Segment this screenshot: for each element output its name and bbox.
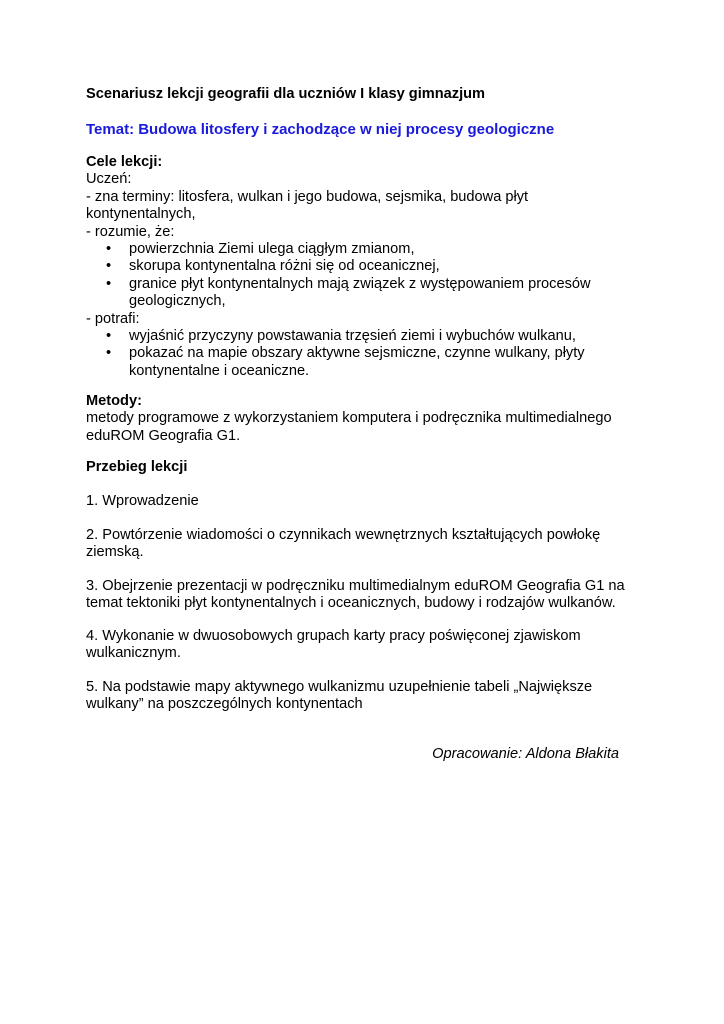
lesson-topic: Temat: Budowa litosfery i zachodzące w niej procesy geologiczne <box>86 121 555 138</box>
list-item: • wyjaśnić przyczyny powstawania trzęsień ziemi i wybuchów wulkanu, <box>86 328 646 345</box>
document-title: Scenariusz lekcji geografii dla uczniów I klasy gimnazjum <box>86 86 486 102</box>
course-step-3: 3. Obejrzenie prezentacji w podręczniku multimedialnym eduROM Geografia G1 na temat tektoniki płyt kontynentalnych i oceanicznych, budowy i rodzajów wulkanów. <box>86 578 625 612</box>
methods-text: metody programowe z wykorzystaniem komputera i podręcznika multimedialnego eduROM Geografia G1. <box>86 410 612 444</box>
list-item: • granice płyt kontynentalnych mają związek z występowaniem procesów geologicznych, <box>86 276 599 311</box>
course-step-2: 2. Powtórzenie wiadomości o czynnikach wewnętrznych kształtujących powłokę ziemską. <box>86 527 601 561</box>
course-step-5: 5. Na podstawie mapy aktywnego wulkanizmu uzupełnienie tabeli „Największe wulkany” na poszczególnych kontynentach <box>86 679 593 713</box>
goals-heading: Cele lekcji: <box>86 154 163 170</box>
understands-list <box>86 241 646 311</box>
methods-heading: Metody: <box>86 393 142 409</box>
list-item: • skorupa kontynentalna różni się od oceanicznej, <box>86 258 646 275</box>
goals-knows: - zna terminy: litosfera, wulkan i jego budowa, sejsmika, budowa płyt kontynentalnych, <box>86 188 529 223</box>
course-step-1: 1. Wprowadzenie <box>86 493 199 509</box>
course-heading: Przebieg lekcji <box>86 459 188 475</box>
can-list <box>86 328 646 380</box>
signature: Opracowanie: Aldona Błakita <box>432 746 619 762</box>
course-step-4: 4. Wykonanie w dwuosobowych grupach karty pracy poświęconej zjawiskom wulkanicznym. <box>86 628 581 662</box>
goals-can-label: - potrafi: <box>86 310 140 327</box>
list-item: • powierzchnia Ziemi ulega ciągłym zmianom, <box>86 241 646 258</box>
methods-section <box>86 393 646 445</box>
goals-intro: Uczeń: <box>86 171 132 188</box>
goals-section <box>86 154 646 380</box>
list-item: • pokazać na mapie obszary aktywne sejsmiczne, czynne wulkany, płyty kontynentalne i oceaniczne. <box>86 345 599 380</box>
goals-understands-label: - rozumie, że: <box>86 223 175 240</box>
